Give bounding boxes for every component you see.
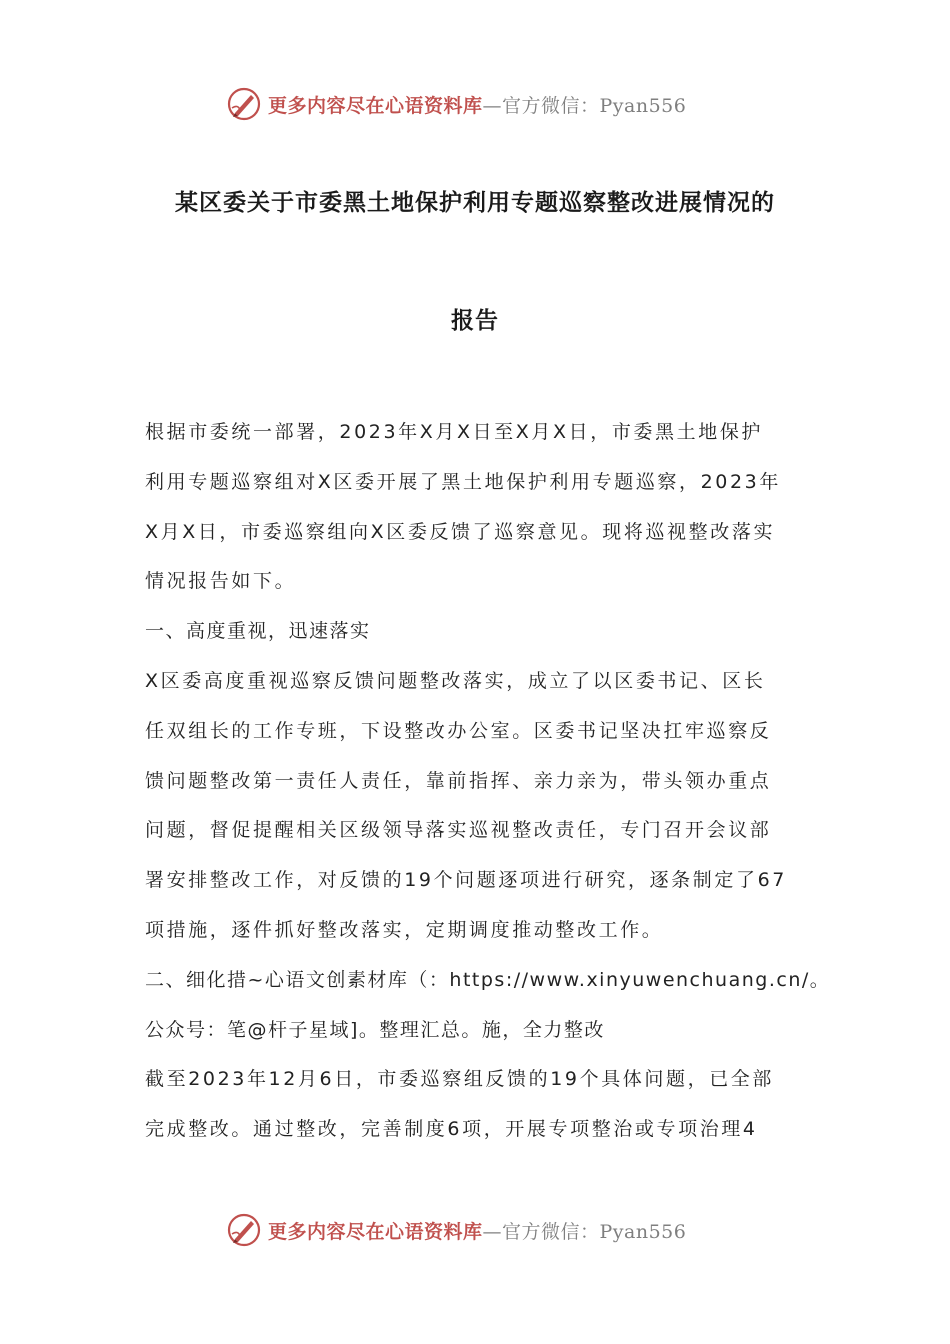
footer-banner-tail: —官方微信：Pyan556 (482, 1220, 687, 1243)
header-banner-lead: 更多内容尽在心语资料库 (268, 94, 483, 117)
body-line: 利用专题巡察组对X区委开展了黑土地保护利用专题巡察，2023年 (145, 470, 781, 493)
section-heading-1: 一、高度重视，迅速落实 (145, 620, 371, 643)
header-banner-text (268, 91, 686, 118)
body-line: 馈问题整改第一责任人责任，靠前指挥、亲力亲为，带头领办重点 (145, 769, 772, 792)
body-line: 项措施，逐件抓好整改落实，定期调度推动整改工作。 (145, 918, 664, 941)
body-line: X区委高度重视巡察反馈问题整改落实，成立了以区委书记、区长 (145, 669, 766, 692)
pen-logo-icon (226, 1212, 262, 1248)
body-line: 问题，督促提醒相关区级领导落实巡视整改责任，专门召开会议部 (145, 819, 772, 842)
footer-banner-lead: 更多内容尽在心语资料库 (268, 1220, 483, 1243)
body-line: 署安排整改工作，对反馈的19个问题逐项进行研究，逐条制定了67 (145, 869, 787, 892)
body-line: X月X日，市委巡察组向X区委反馈了巡察意见。现将巡视整改落实 (145, 520, 776, 543)
body-line: 情况报告如下。 (145, 570, 297, 593)
body-line: 完成整改。通过整改，完善制度6项，开展专项整治或专项治理4 (145, 1118, 758, 1141)
document-title-line-1: 某区委关于市委黑土地保护利用专题巡察整改进展情况的 (175, 189, 775, 216)
section-heading-2: 二、细化措~心语文创素材库（：https://www.xinyuwenchuang.cn/。 (145, 968, 831, 991)
section-heading-2-continued: 公众号：笔@杆子星域]。整理汇总。施，全力整改 (145, 1018, 605, 1041)
document-body (145, 416, 831, 1163)
header-banner (226, 86, 746, 122)
document-title-line-2: 报告 (451, 307, 499, 334)
body-line: 根据市委统一部署，2023年X月X日至X月X日，市委黑土地保护 (145, 421, 764, 443)
body-line: 任双组长的工作专班，下设整改办公室。区委书记坚决扛牢巡察反 (145, 719, 772, 742)
footer-banner (226, 1212, 746, 1248)
body-line: 截至2023年12月6日，市委巡察组反馈的19个具体问题，已全部 (145, 1068, 774, 1091)
header-banner-tail: —官方微信：Pyan556 (482, 94, 687, 117)
pen-logo-icon (226, 86, 262, 122)
footer-banner-text (268, 1217, 686, 1244)
